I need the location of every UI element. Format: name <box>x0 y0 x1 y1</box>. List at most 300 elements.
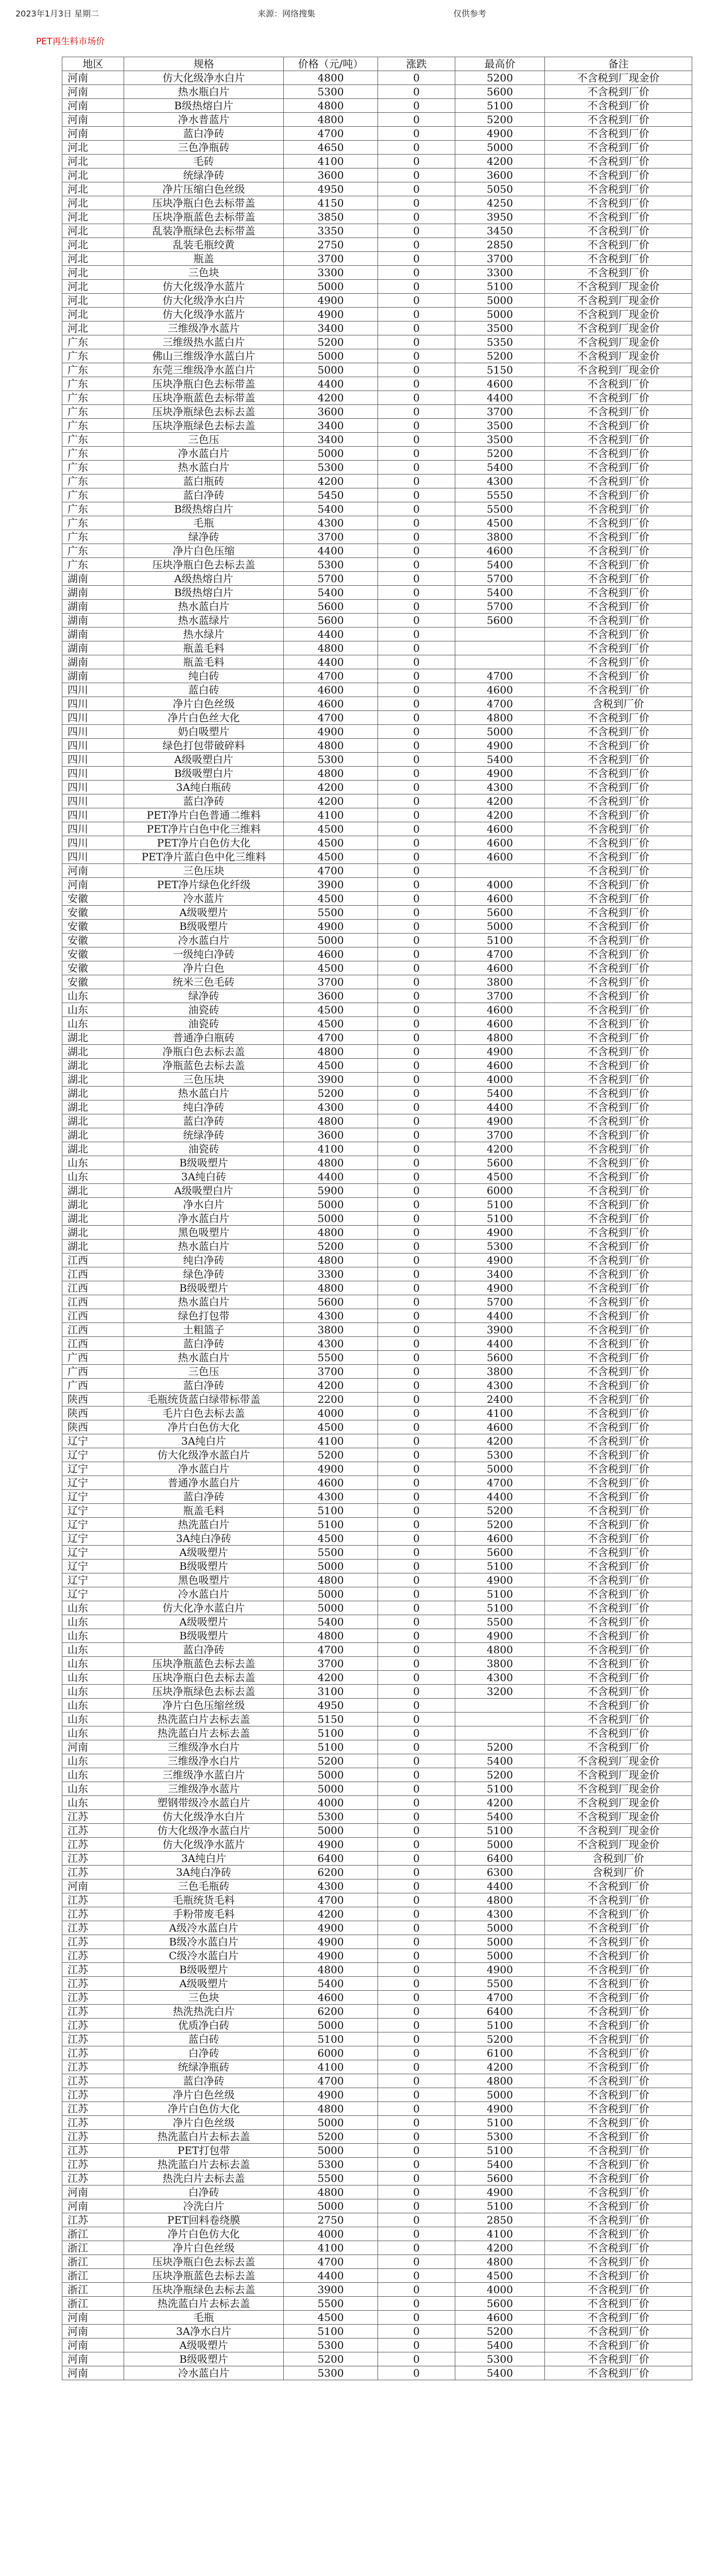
table-row <box>62 1003 692 1017</box>
cell-price: 4650 <box>284 141 378 155</box>
cell-price: 3900 <box>284 878 378 892</box>
cell-high-price: 4600 <box>455 1017 545 1031</box>
table-row <box>62 1518 692 1532</box>
cell-price: 5100 <box>284 1726 378 1740</box>
cell-spec: 热水蓝绿片 <box>124 614 284 628</box>
cell-high-price: 5000 <box>455 1838 545 1852</box>
cell-region: 河北 <box>62 252 124 266</box>
cell-high-price: 5400 <box>455 1754 545 1768</box>
cell-spec: 绿色打包带 <box>124 1309 284 1323</box>
cell-note: 不含税到厂价 <box>545 1003 692 1017</box>
cell-price: 4150 <box>284 196 378 210</box>
cell-spec: 热水蓝白片 <box>124 461 284 474</box>
cell-price: 5500 <box>284 2297 378 2311</box>
cell-region: 广西 <box>62 1351 124 1365</box>
cell-spec: 压块净瓶蓝色去标去盖 <box>124 1657 284 1671</box>
cell-note: 不含税到厂价 <box>545 182 692 196</box>
cell-price: 4800 <box>284 1114 378 1128</box>
cell-region: 江西 <box>62 1323 124 1337</box>
cell-high-price <box>455 628 545 641</box>
cell-spec: 毛片白色去标去盖 <box>124 1406 284 1420</box>
cell-region: 广东 <box>62 433 124 447</box>
table-row <box>62 906 692 920</box>
cell-region: 河南 <box>62 2366 124 2380</box>
cell-spec: 一级纯白净砖 <box>124 947 284 961</box>
cell-spec: A级吸塑片 <box>124 906 284 920</box>
cell-price: 5000 <box>284 1212 378 1226</box>
table-row <box>62 1907 692 1921</box>
cell-note: 不含税到厂现金价 <box>545 335 692 349</box>
cell-change: 0 <box>378 1253 455 1267</box>
column-header-high-price: 最高价 <box>455 57 545 71</box>
cell-price: 4800 <box>284 739 378 753</box>
cell-high-price: 4000 <box>455 2283 545 2297</box>
cell-note: 不含税到厂价 <box>545 2283 692 2297</box>
cell-region: 安徽 <box>62 892 124 906</box>
cell-price: 6200 <box>284 2005 378 2019</box>
cell-spec: 三色块 <box>124 266 284 280</box>
cell-region: 广东 <box>62 419 124 433</box>
cell-price: 4800 <box>284 1281 378 1295</box>
cell-price: 4700 <box>284 864 378 878</box>
cell-note: 不含税到厂价 <box>545 600 692 614</box>
cell-spec: 热水蓝白片 <box>124 1295 284 1309</box>
table-row <box>62 586 692 600</box>
table-row <box>62 1420 692 1434</box>
cell-region: 江苏 <box>62 1866 124 1879</box>
cell-region: 江苏 <box>62 2060 124 2074</box>
table-row <box>62 2311 692 2325</box>
cell-spec: 油瓷砖 <box>124 1017 284 1031</box>
cell-spec: B级冷水蓝白片 <box>124 1935 284 1949</box>
cell-region: 广东 <box>62 349 124 363</box>
cell-price: 5200 <box>284 1240 378 1253</box>
cell-spec: 压块净瓶绿色去标去盖 <box>124 419 284 433</box>
table-row <box>62 1114 692 1128</box>
cell-change: 0 <box>378 349 455 363</box>
cell-price: 5000 <box>284 2144 378 2158</box>
cell-region: 江苏 <box>62 2158 124 2172</box>
cell-high-price: 4800 <box>455 1643 545 1657</box>
cell-spec: 蓝白净砖 <box>124 1337 284 1351</box>
table-row <box>62 447 692 461</box>
cell-spec: 净水蓝白片 <box>124 1462 284 1476</box>
cell-spec: 蓝白瓶砖 <box>124 474 284 488</box>
cell-price: 4900 <box>284 1838 378 1852</box>
cell-high-price: 4900 <box>455 2102 545 2116</box>
table-row <box>62 2032 692 2046</box>
cell-region: 四川 <box>62 697 124 711</box>
cell-price: 4400 <box>284 2269 378 2283</box>
cell-spec: 冷水蓝白片 <box>124 934 284 947</box>
cell-region: 陕西 <box>62 1406 124 1420</box>
cell-change: 0 <box>378 1142 455 1156</box>
cell-note: 不含税到厂价 <box>545 1170 692 1184</box>
table-row <box>62 975 692 989</box>
cell-region: 山东 <box>62 1017 124 1031</box>
cell-region: 山东 <box>62 1782 124 1796</box>
cell-note: 不含税到厂价 <box>545 488 692 502</box>
cell-high-price: 5200 <box>455 1740 545 1754</box>
table-row <box>62 2199 692 2213</box>
cell-price: 4200 <box>284 781 378 794</box>
table-row <box>62 1198 692 1212</box>
cell-price: 4800 <box>284 767 378 781</box>
cell-region: 辽宁 <box>62 1490 124 1504</box>
cell-change: 0 <box>378 1921 455 1935</box>
cell-spec: B级吸塑片 <box>124 1560 284 1573</box>
table-body <box>62 71 692 2380</box>
cell-change: 0 <box>378 1448 455 1462</box>
cell-price: 4800 <box>284 1573 378 1587</box>
cell-spec: PET净片白色普通二维料 <box>124 808 284 822</box>
cell-change: 0 <box>378 308 455 321</box>
cell-price: 4900 <box>284 920 378 934</box>
cell-spec: 统绿净瓶砖 <box>124 2060 284 2074</box>
cell-change: 0 <box>378 1601 455 1615</box>
cell-high-price: 5150 <box>455 363 545 377</box>
cell-price: 4100 <box>284 1434 378 1448</box>
cell-price: 4900 <box>284 1462 378 1476</box>
cell-spec: 油瓷砖 <box>124 1142 284 1156</box>
table-row <box>62 1365 692 1379</box>
cell-note: 不含税到厂价 <box>545 2144 692 2158</box>
cell-region: 广东 <box>62 363 124 377</box>
cell-price: 5900 <box>284 1184 378 1198</box>
table-row <box>62 1713 692 1726</box>
cell-high-price: 5200 <box>455 71 545 85</box>
table-row <box>62 864 692 878</box>
cell-note: 不含税到厂价 <box>545 1128 692 1142</box>
table-row <box>62 71 692 85</box>
cell-change: 0 <box>378 2088 455 2102</box>
cell-high-price: 3450 <box>455 224 545 238</box>
cell-note: 不含税到厂价 <box>545 572 692 586</box>
cell-region: 辽宁 <box>62 1560 124 1573</box>
cell-note: 不含税到厂价 <box>545 767 692 781</box>
cell-price: 4700 <box>284 2074 378 2088</box>
cell-price: 5200 <box>284 2352 378 2366</box>
cell-high-price: 3400 <box>455 1267 545 1281</box>
cell-high-price: 4900 <box>455 1253 545 1267</box>
table-row <box>62 1935 692 1949</box>
cell-region: 江苏 <box>62 1991 124 2005</box>
cell-spec: 净片白色丝大化 <box>124 711 284 725</box>
cell-region: 广西 <box>62 1379 124 1393</box>
cell-price: 3300 <box>284 1267 378 1281</box>
cell-price: 4000 <box>284 2227 378 2241</box>
cell-note: 不含税到厂价 <box>545 2227 692 2241</box>
cell-note: 不含税到厂价 <box>545 1504 692 1518</box>
cell-region: 浙江 <box>62 2227 124 2241</box>
cell-high-price: 6000 <box>455 1184 545 1198</box>
cell-price: 5200 <box>284 1448 378 1462</box>
cell-high-price: 4300 <box>455 1907 545 1921</box>
cell-note: 不含税到厂价 <box>545 1059 692 1073</box>
cell-region: 浙江 <box>62 2269 124 2283</box>
cell-region: 广东 <box>62 335 124 349</box>
cell-price: 3700 <box>284 975 378 989</box>
cell-note: 不含税到厂价 <box>545 1740 692 1754</box>
cell-price: 5300 <box>284 461 378 474</box>
cell-spec: 三色压块 <box>124 864 284 878</box>
cell-high-price: 5000 <box>455 1462 545 1476</box>
cell-price: 5300 <box>284 85 378 99</box>
cell-high-price: 4200 <box>455 1796 545 1810</box>
cell-spec: 净水普蓝片 <box>124 113 284 127</box>
cell-change: 0 <box>378 1518 455 1532</box>
cell-price: 4900 <box>284 1949 378 1963</box>
cell-price: 3400 <box>284 321 378 335</box>
cell-change: 0 <box>378 1184 455 1198</box>
cell-price: 5500 <box>284 1351 378 1365</box>
table-row <box>62 934 692 947</box>
cell-price: 3600 <box>284 989 378 1003</box>
table-row <box>62 2005 692 2019</box>
cell-high-price: 5200 <box>455 113 545 127</box>
cell-spec: 三色压 <box>124 1365 284 1379</box>
cell-region: 浙江 <box>62 2241 124 2255</box>
cell-change: 0 <box>378 530 455 544</box>
cell-spec: 绿色打包带破碎料 <box>124 739 284 753</box>
cell-note: 不含税到厂价 <box>545 141 692 155</box>
table-row <box>62 1045 692 1059</box>
table-row <box>62 1587 692 1601</box>
cell-price: 3700 <box>284 1365 378 1379</box>
cell-spec: 净片白色丝级 <box>124 2088 284 2102</box>
cell-region: 广西 <box>62 1365 124 1379</box>
table-row <box>62 1601 692 1615</box>
cell-note: 不含税到厂现金价 <box>545 1768 692 1782</box>
table-row <box>62 461 692 474</box>
cell-high-price: 5200 <box>455 349 545 363</box>
cell-change: 0 <box>378 1156 455 1170</box>
cell-region: 江苏 <box>62 1838 124 1852</box>
cell-spec: 冷水蓝白片 <box>124 2366 284 2380</box>
report-source: 来源：网络搜集 <box>258 8 316 19</box>
cell-region: 安徽 <box>62 906 124 920</box>
cell-change: 0 <box>378 1212 455 1226</box>
cell-note: 不含税到厂价 <box>545 1490 692 1504</box>
cell-note: 不含税到厂现金价 <box>545 321 692 335</box>
cell-note: 不含税到厂价 <box>545 1573 692 1587</box>
table-row <box>62 794 692 808</box>
table-row <box>62 280 692 294</box>
cell-price: 5000 <box>284 1782 378 1796</box>
cell-high-price: 4900 <box>455 127 545 141</box>
cell-price: 4500 <box>284 2311 378 2325</box>
cell-change: 0 <box>378 989 455 1003</box>
cell-note: 不含税到厂价 <box>545 892 692 906</box>
cell-change: 0 <box>378 2032 455 2046</box>
cell-region: 辽宁 <box>62 1546 124 1560</box>
cell-price: 5400 <box>284 1615 378 1629</box>
table-row <box>62 266 692 280</box>
cell-price: 5000 <box>284 1198 378 1212</box>
table-row <box>62 947 692 961</box>
cell-region: 江西 <box>62 1281 124 1295</box>
cell-region: 四川 <box>62 808 124 822</box>
cell-note: 不含税到厂价 <box>545 947 692 961</box>
cell-high-price: 4250 <box>455 196 545 210</box>
cell-spec: 热水蓝白片 <box>124 1087 284 1100</box>
cell-spec: 3A纯白砖 <box>124 1170 284 1184</box>
cell-region: 广东 <box>62 447 124 461</box>
cell-change: 0 <box>378 1393 455 1406</box>
cell-change: 0 <box>378 1420 455 1434</box>
cell-note: 不含税到厂价 <box>545 2088 692 2102</box>
table-row <box>62 2158 692 2172</box>
table-row <box>62 1476 692 1490</box>
cell-change: 0 <box>378 600 455 614</box>
cell-change: 0 <box>378 2116 455 2130</box>
cell-high-price: 4600 <box>455 377 545 391</box>
cell-note: 不含税到厂价 <box>545 1100 692 1114</box>
cell-high-price: 5200 <box>455 2325 545 2338</box>
cell-change: 0 <box>378 1949 455 1963</box>
cell-region: 辽宁 <box>62 1476 124 1490</box>
cell-note: 不含税到厂价 <box>545 224 692 238</box>
cell-high-price: 5400 <box>455 558 545 572</box>
table-row <box>62 711 692 725</box>
cell-region: 湖北 <box>62 1100 124 1114</box>
table-row <box>62 2102 692 2116</box>
cell-price: 4200 <box>284 1671 378 1685</box>
cell-change: 0 <box>378 2060 455 2074</box>
cell-region: 安徽 <box>62 947 124 961</box>
cell-note: 不含税到厂价 <box>545 1142 692 1156</box>
cell-high-price: 5600 <box>455 85 545 99</box>
table-row <box>62 1073 692 1087</box>
table-row <box>62 725 692 739</box>
cell-change: 0 <box>378 1629 455 1643</box>
cell-change: 0 <box>378 2241 455 2255</box>
cell-note: 不含税到厂价 <box>545 1963 692 1977</box>
cell-spec: 蓝白净砖 <box>124 127 284 141</box>
cell-change: 0 <box>378 1087 455 1100</box>
cell-spec: B级热熔白片 <box>124 99 284 113</box>
table-row <box>62 474 692 488</box>
table-row <box>62 1434 692 1448</box>
table-row <box>62 739 692 753</box>
cell-spec: 冷水蓝片 <box>124 892 284 906</box>
cell-spec: B级吸塑白片 <box>124 767 284 781</box>
cell-high-price: 5100 <box>455 934 545 947</box>
table-row <box>62 1963 692 1977</box>
cell-note: 不含税到厂价 <box>545 1671 692 1685</box>
cell-spec: PET净片蓝白色中化三维料 <box>124 850 284 864</box>
cell-price: 4800 <box>284 1156 378 1170</box>
cell-note: 不含税到厂价 <box>545 1643 692 1657</box>
cell-spec: 毛瓶统货毛料 <box>124 1893 284 1907</box>
cell-price: 5200 <box>284 335 378 349</box>
cell-high-price: 4900 <box>455 1281 545 1295</box>
table-row <box>62 2269 692 2283</box>
cell-high-price: 3700 <box>455 1128 545 1142</box>
cell-spec: B级热熔白片 <box>124 586 284 600</box>
cell-high-price <box>455 1713 545 1726</box>
cell-spec: 3A纯白瓶砖 <box>124 781 284 794</box>
cell-region: 江西 <box>62 1267 124 1281</box>
cell-region: 广东 <box>62 474 124 488</box>
cell-region: 浙江 <box>62 2283 124 2297</box>
cell-spec: B级吸塑片 <box>124 1963 284 1977</box>
cell-note: 不含税到厂价 <box>545 266 692 280</box>
cell-region: 河南 <box>62 1879 124 1893</box>
cell-region: 河北 <box>62 141 124 155</box>
cell-region: 湖南 <box>62 628 124 641</box>
cell-note: 不含税到厂现金价 <box>545 280 692 294</box>
cell-region: 广东 <box>62 377 124 391</box>
cell-region: 四川 <box>62 767 124 781</box>
cell-region: 江苏 <box>62 2046 124 2060</box>
cell-high-price: 5700 <box>455 572 545 586</box>
cell-price: 4300 <box>284 516 378 530</box>
table-row <box>62 697 692 711</box>
cell-high-price: 3950 <box>455 210 545 224</box>
cell-price: 3700 <box>284 530 378 544</box>
cell-change: 0 <box>378 1045 455 1059</box>
cell-note: 不含税到厂价 <box>545 1087 692 1100</box>
cell-high-price: 5500 <box>455 502 545 516</box>
table-row <box>62 892 692 906</box>
cell-high-price: 4600 <box>455 892 545 906</box>
cell-high-price: 5000 <box>455 2088 545 2102</box>
cell-region: 江苏 <box>62 2032 124 2046</box>
table-row <box>62 1615 692 1629</box>
column-header-spec: 规格 <box>124 57 284 71</box>
table-row <box>62 836 692 850</box>
cell-spec: 瓶盖毛料 <box>124 1504 284 1518</box>
cell-price: 4500 <box>284 1003 378 1017</box>
cell-region: 广东 <box>62 461 124 474</box>
cell-region: 河南 <box>62 113 124 127</box>
cell-region: 四川 <box>62 725 124 739</box>
cell-change: 0 <box>378 669 455 683</box>
cell-high-price: 5200 <box>455 1518 545 1532</box>
cell-price: 4700 <box>284 2255 378 2269</box>
cell-price: 5000 <box>284 1560 378 1573</box>
cell-spec: 三色块 <box>124 1991 284 2005</box>
cell-price: 5200 <box>284 2130 378 2144</box>
cell-note: 不含税到厂价 <box>545 1240 692 1253</box>
cell-change: 0 <box>378 1643 455 1657</box>
cell-note: 不含税到厂现金价 <box>545 363 692 377</box>
cell-high-price: 4900 <box>455 1963 545 1977</box>
cell-note: 不含税到厂价 <box>545 794 692 808</box>
cell-note: 不含税到厂价 <box>545 1031 692 1045</box>
report-date: 2023年1月3日 星期二 <box>15 8 99 19</box>
cell-note: 不含税到厂价 <box>545 1935 692 1949</box>
cell-change: 0 <box>378 2046 455 2060</box>
cell-high-price: 5400 <box>455 753 545 767</box>
table-row <box>62 1295 692 1309</box>
table-row <box>62 1768 692 1782</box>
cell-change: 0 <box>378 767 455 781</box>
cell-high-price: 4300 <box>455 1671 545 1685</box>
cell-region: 河南 <box>62 2352 124 2366</box>
table-row <box>62 1337 692 1351</box>
cell-change: 0 <box>378 725 455 739</box>
table-row <box>62 2144 692 2158</box>
cell-spec: 三维级净水蓝片 <box>124 321 284 335</box>
cell-change: 0 <box>378 2325 455 2338</box>
cell-spec: A级吸塑白片 <box>124 753 284 767</box>
cell-change: 0 <box>378 1546 455 1560</box>
cell-spec: 压块净瓶绿色去标去盖 <box>124 1685 284 1699</box>
table-row <box>62 1685 692 1699</box>
cell-spec: 净片白色压缩丝级 <box>124 1699 284 1713</box>
